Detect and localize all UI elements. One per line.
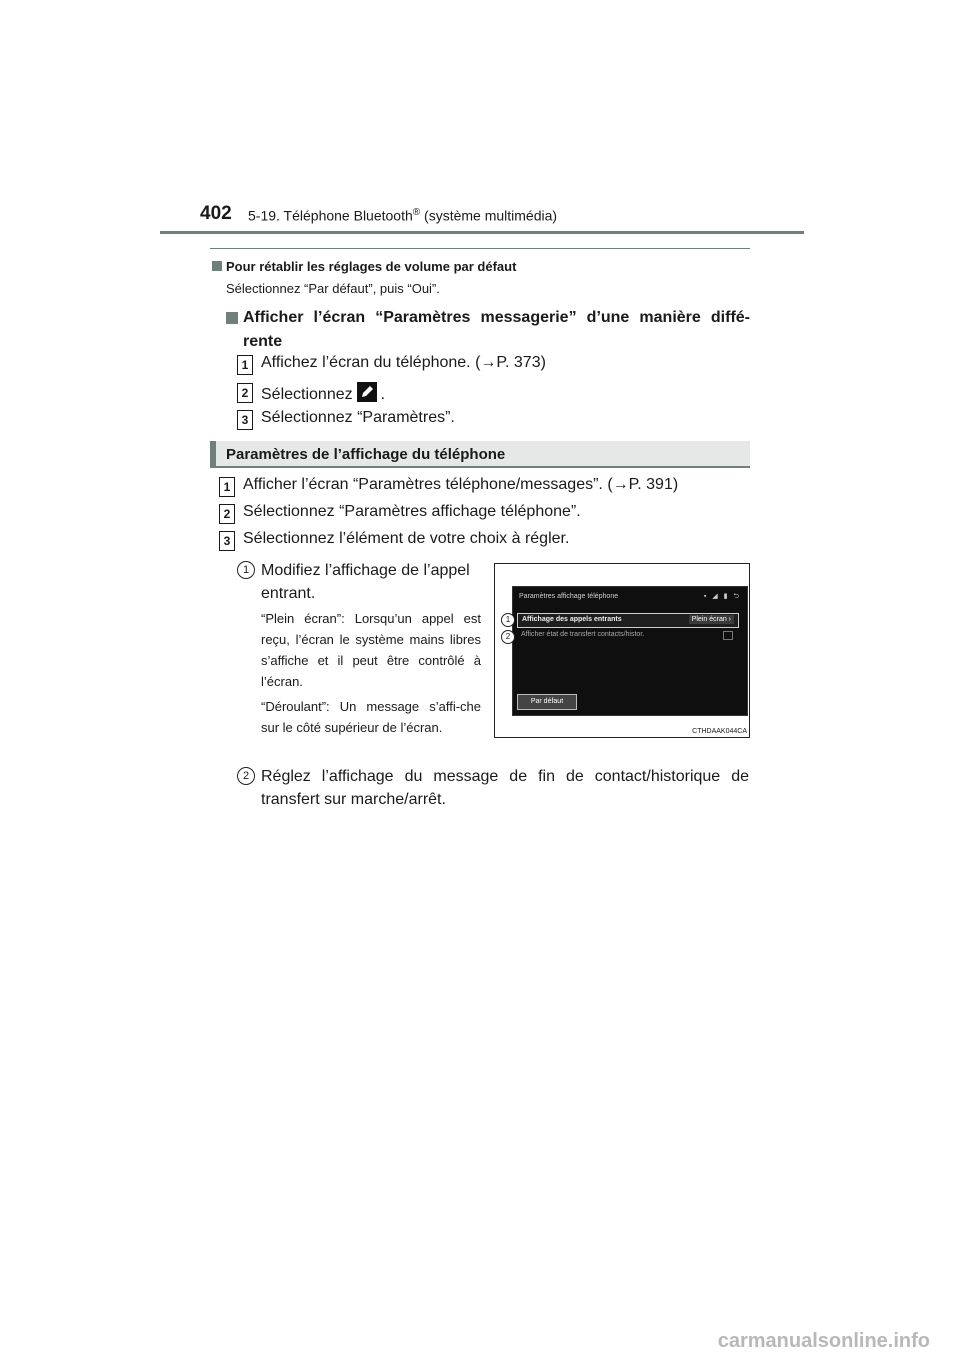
default-volume-heading: Pour rétablir les réglages de volume par défaut [212,259,516,274]
step-number-box: 2 [219,504,235,524]
item-number-circle: 2 [237,767,255,785]
checkbox-icon [723,631,733,640]
watermark: carmanualsonline.info [717,1330,930,1352]
item-number-circle: 1 [237,561,255,579]
step-text: Sélectionnez . [261,382,385,404]
transfer-status-row: Afficher état de transfert contacts/histor. [517,631,737,641]
section-title: 5-19. Téléphone Bluetooth® (système multimédia) [248,207,558,224]
item-note: “Plein écran”: Lorsqu’un appel est reçu, l’écran le système mains libres s’affiche et il peut être contrôlé à l’écran. [261,611,481,689]
incoming-call-display-row: Affichage des appels entrants Plein écran › [517,613,739,628]
bullet-square-icon [212,261,222,271]
default-volume-text: Sélectionnez “Par défaut”, puis “Oui”. [226,281,440,296]
step-number-box: 3 [237,410,253,430]
step-number-box: 2 [237,383,253,403]
step-number-box: 1 [237,355,253,375]
screen-figure [494,563,750,738]
step-text: Afficher l’écran “Paramètres téléphone/messages”. (→P. 391) [243,476,679,493]
callout-1: 1 [501,613,515,627]
bullet-square-icon [226,312,238,324]
callout-2: 2 [501,630,515,644]
status-icons: ▪ ◢ ▮ ⮌ [703,593,741,600]
section-rule [210,248,750,249]
header-rule [160,231,804,234]
item-text: Réglez l’affichage du message de fin de contact/historique de transfert sur marche/arrêt. [261,768,749,808]
figure-caption: CTHDAAK044CA [692,728,747,735]
page-number: 402 [200,203,232,224]
item-note: “Déroulant”: Un message s’affi-che sur le côté supérieur de l’écran. [261,699,481,735]
edit-pencil-icon [357,382,377,402]
item-text: Modifiez l’affichage de l’appel entrant. [261,562,470,602]
step-text: Sélectionnez l’élément de votre choix à régler. [243,530,570,547]
messaging-heading: Afficher l’écran “Paramètres messagerie” d’une manière diffé-rente [228,306,750,354]
step-text: Sélectionnez “Paramètres affichage téléphone”. [243,503,581,520]
default-button: Par défaut [517,694,577,710]
screen-title: Paramètres affichage téléphone [519,593,619,600]
section-banner: Paramètres de l’affichage du téléphone [210,441,750,468]
step-number-box: 3 [219,531,235,551]
step-text: Affichez l’écran du téléphone. (→P. 373) [261,354,546,371]
step-text: Sélectionnez “Paramètres”. [261,409,455,426]
display-screen [512,586,748,716]
step-number-box: 1 [219,477,235,497]
